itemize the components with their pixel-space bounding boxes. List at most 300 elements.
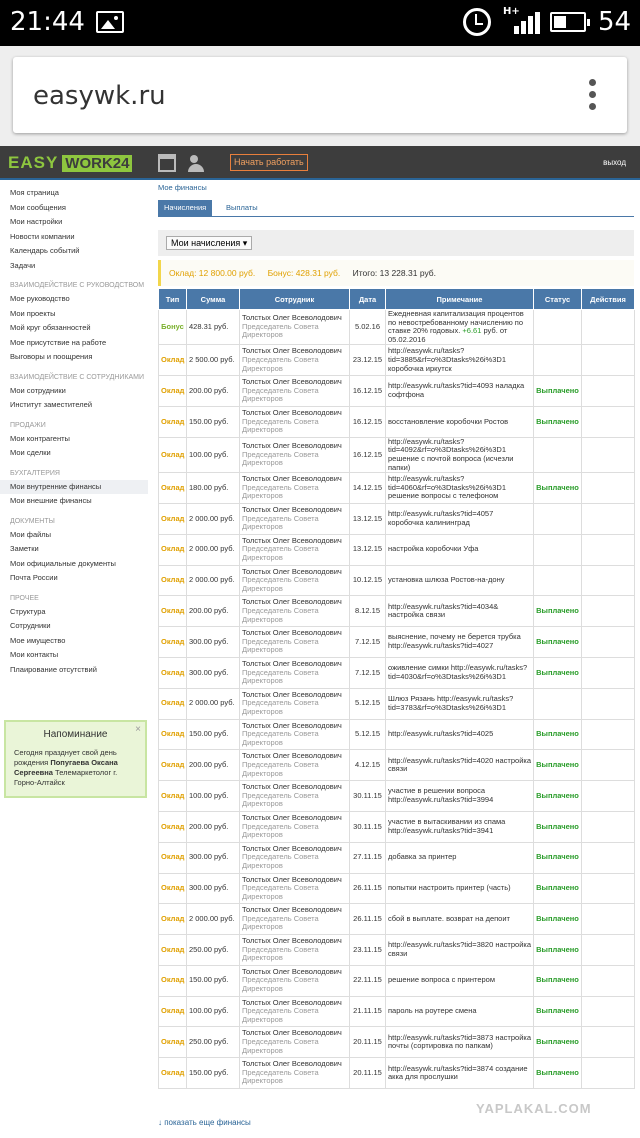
sidebar-item[interactable]: Новости компании [10, 231, 75, 241]
table-row [159, 596, 635, 627]
row-status: Выплачено [534, 627, 582, 658]
site-header [0, 146, 640, 180]
row-date: 16.12.15 [350, 376, 386, 407]
employee-role: Председатель Совета Директоров [242, 544, 319, 562]
row-date: 5.12.15 [350, 719, 386, 750]
employee-role: Председатель Совета Директоров [242, 1006, 319, 1024]
sidebar-item[interactable]: Заметки [10, 544, 39, 553]
row-actions [582, 1027, 635, 1058]
employee-role: Председатель Совета Директоров [242, 513, 319, 532]
sidebar-item[interactable]: Мои настройки [10, 217, 63, 226]
logo[interactable] [8, 153, 132, 173]
reminder-text: Сегодня празднует свой день рождения Попугаева Оксана Сергеевна Телемаркетолог г. Горно-Алтайск [14, 748, 118, 787]
sidebar-item[interactable]: Выговоры и поощрения [10, 352, 93, 361]
row-actions [582, 473, 635, 504]
employee-role: Председатель Совета Директоров [242, 883, 319, 901]
employee-role: Председатель Совета Директоров [242, 667, 319, 686]
row-date: 5.12.15 [350, 688, 386, 719]
row-employee [240, 904, 350, 935]
row-actions [582, 596, 635, 627]
row-note: выяснение, почему не берется трубка http://easywk.ru/tasks?tid=4027 [386, 627, 534, 658]
logo-easy: EASY [8, 153, 59, 172]
row-employee [240, 935, 350, 966]
sidebar-item[interactable]: Мой круг обязанностей [10, 323, 91, 332]
row-sum: 150.00 руб. [187, 1058, 240, 1089]
sidebar-item[interactable]: Мои контрагенты [10, 433, 70, 443]
sidebar-item[interactable]: Мое руководство [10, 294, 70, 303]
filter-bar [158, 230, 634, 256]
sidebar-item[interactable]: Мои проекты [10, 308, 56, 318]
reminder-person[interactable]: Попугаева Оксана Сергеевна [14, 758, 118, 777]
row-status: Выплачено [534, 473, 582, 504]
signal-icon [506, 12, 536, 34]
sidebar-item[interactable]: Мои сотрудники [10, 385, 66, 395]
row-employee [240, 965, 350, 996]
employee-name[interactable]: Толстых Олег Всеволодович [242, 966, 342, 976]
sidebar-item[interactable]: Мои сообщения [10, 202, 66, 212]
col-note[interactable]: Примечание [386, 289, 534, 310]
row-status: Выплачено [534, 781, 582, 812]
employee-role: Председатель Совета Директоров [242, 482, 319, 501]
sidebar-item[interactable]: Плаирование отсутствий [10, 664, 97, 674]
col-date[interactable]: Дата [350, 289, 386, 310]
row-status: Выплачено [534, 904, 582, 935]
employee-role: Председатель Совета Директоров [242, 913, 319, 932]
sidebar-item[interactable]: Мои сделки [10, 448, 51, 457]
row-employee [240, 473, 350, 504]
table-row [159, 310, 635, 345]
row-status: Выплачено [534, 873, 582, 904]
col-type[interactable]: Тип [159, 289, 187, 310]
employee-role: Председатель Совета Директоров [242, 385, 319, 404]
row-sum: 300.00 руб. [187, 873, 240, 904]
row-status: Выплачено [534, 842, 582, 873]
table-row [159, 935, 635, 966]
employee-name[interactable]: Толстых Олег Всеволодович [242, 1028, 342, 1038]
employee-name[interactable]: Толстых Олег Всеволодович [242, 628, 342, 638]
sidebar-item[interactable]: Мое имущество [10, 635, 66, 645]
row-sum: 300.00 руб. [187, 627, 240, 658]
row-date: 23.12.15 [350, 345, 386, 376]
row-status: Выплачено [534, 811, 582, 842]
row-sum: 2 000.00 руб. [187, 565, 240, 596]
employee-name[interactable]: Толстых Олег Всеволодович [242, 1059, 342, 1069]
sidebar-item[interactable]: Мои внутренние финансы [0, 480, 148, 495]
row-note: Ежедневная капитализация процентов по невостребованному начислению по ставке 20% годовых. +6.61 руб. от 05.02.2016 [386, 310, 534, 345]
sidebar [0, 182, 148, 677]
breadcrumb[interactable]: Мое финансы [158, 183, 207, 192]
row-note: http://easywk.ru/tasks?tid=4034& настройка связи [386, 596, 534, 627]
row-note: восстановление коробочки Ростов [386, 406, 534, 437]
row-sum: 100.00 руб. [187, 781, 240, 812]
employee-name[interactable]: Толстых Олег Всеволодович [242, 566, 342, 576]
row-type: Оклад [159, 688, 187, 719]
row-note: http://easywk.ru/tasks?tid=3873 настройка почты (сортировка по папкам) [386, 1027, 534, 1058]
col-status[interactable]: Статус [534, 289, 582, 310]
row-employee [240, 534, 350, 565]
sidebar-section-title: БУХГАЛТЕРИЯ [10, 469, 60, 477]
employee-name[interactable]: Толстых Олег Всеволодович [242, 597, 342, 607]
employee-name[interactable]: Толстых Олег Всеволодович [242, 997, 342, 1007]
employee-name[interactable]: Толстых Олег Всеволодович [242, 441, 342, 451]
row-actions [582, 719, 635, 750]
row-type: Оклад [159, 503, 187, 534]
sidebar-section-title: ВЗАИМОДЕЙСТВИЕ С РУКОВОДСТВОМ [10, 282, 145, 289]
battery-level: 54 [598, 7, 632, 37]
users-icon[interactable] [188, 154, 206, 172]
table-row [159, 996, 635, 1027]
row-employee [240, 310, 350, 345]
row-note: http://easywk.ru/tasks?tid=3885&rf=o%3Dtasks%26i%3D1 коробочка иркутск [386, 345, 534, 376]
row-date: 23.11.15 [350, 935, 386, 966]
row-employee [240, 996, 350, 1027]
sidebar-item[interactable]: Мое присутствие на работе [10, 337, 107, 347]
row-type: Оклад [159, 750, 187, 781]
row-type: Бонус [159, 310, 187, 345]
employee-role: Председатель Совета Директоров [242, 790, 319, 809]
employee-role: Председатель Совета Директоров [242, 605, 319, 624]
row-date: 27.11.15 [350, 842, 386, 873]
row-actions [582, 935, 635, 966]
row-actions [582, 345, 635, 376]
row-status [534, 565, 582, 596]
row-sum: 100.00 руб. [187, 437, 240, 472]
table-row [159, 627, 635, 658]
row-actions [582, 565, 635, 596]
row-type: Оклад [159, 534, 187, 565]
row-type: Оклад [159, 657, 187, 688]
row-sum: 300.00 руб. [187, 657, 240, 688]
row-sum: 200.00 руб. [187, 750, 240, 781]
sidebar-section-title: ДОКУМЕНТЫ [10, 517, 55, 525]
col-actions[interactable]: Действия [582, 289, 635, 310]
close-icon[interactable]: × [135, 724, 141, 735]
row-status [534, 688, 582, 719]
browser-toolbar [0, 46, 640, 146]
employee-name[interactable]: Толстых Олег Всеволодович [242, 843, 342, 853]
logout-link[interactable]: выход [603, 158, 626, 167]
row-type: Оклад [159, 345, 187, 376]
table-row [159, 473, 635, 504]
employee-role: Председатель Совета Директоров [242, 698, 319, 716]
row-date: 26.11.15 [350, 873, 386, 904]
row-note: http://easywk.ru/tasks?tid=4025 [386, 719, 534, 750]
row-status [534, 437, 582, 472]
sidebar-section-title: ВЗАИМОДЕЙСТВИЕ С СОТРУДНИКАМИ [10, 373, 145, 381]
employee-name[interactable]: Толстых Олег Всеволодович [242, 377, 342, 387]
employee-name[interactable]: Толстых Олег Всеволодович [242, 936, 342, 946]
row-employee [240, 345, 350, 376]
row-note: попытки настроить принтер (часть) [386, 873, 534, 904]
row-sum: 100.00 руб. [187, 996, 240, 1027]
employee-name[interactable]: Толстых Олег Всеволодович [242, 782, 342, 792]
sidebar-item[interactable]: Структура [10, 606, 46, 616]
employee-role: Председатель Совета Директоров [242, 821, 319, 840]
row-actions [582, 965, 635, 996]
calendar-icon[interactable] [158, 154, 176, 172]
row-type: Оклад [159, 719, 187, 750]
row-employee [240, 750, 350, 781]
row-actions [582, 996, 635, 1027]
employee-role: Председатель Совета Директоров [242, 852, 319, 870]
row-sum: 2 000.00 руб. [187, 503, 240, 534]
row-type: Оклад [159, 473, 187, 504]
tab-payouts[interactable]: Выплаты [226, 203, 258, 212]
image-notification-icon [96, 11, 124, 33]
row-type: Оклад [159, 406, 187, 437]
sidebar-item[interactable]: Мои файлы [10, 529, 52, 539]
watermark: YAPLAKAL.COM [476, 1101, 592, 1116]
table-row [159, 873, 635, 904]
address-bar[interactable] [13, 57, 627, 133]
row-status: Выплачено [534, 1027, 582, 1058]
row-type: Оклад [159, 1058, 187, 1089]
employee-name[interactable]: Толстых Олег Всеволодович [242, 407, 342, 417]
row-date: 21.11.15 [350, 996, 386, 1027]
row-sum: 150.00 руб. [187, 406, 240, 437]
row-note: решение вопроса с принтером [386, 965, 534, 996]
row-note: http://easywk.ru/tasks?tid=4020 настройка связи [386, 750, 534, 781]
android-status-bar [0, 0, 640, 46]
row-sum: 300.00 руб. [187, 842, 240, 873]
row-sum: 200.00 руб. [187, 376, 240, 407]
row-date: 8.12.15 [350, 596, 386, 627]
row-note: http://easywk.ru/tasks?tid=3820 настройка связи [386, 935, 534, 966]
row-type: Оклад [159, 781, 187, 812]
table-row [159, 1058, 635, 1089]
table-row [159, 503, 635, 534]
sidebar-item[interactable]: Мои контакты [10, 650, 59, 659]
row-status: Выплачено [534, 596, 582, 627]
sidebar-item[interactable]: Мои внешние финансы [10, 496, 92, 505]
sidebar-item[interactable]: Моя страница [10, 188, 59, 197]
row-status [534, 534, 582, 565]
url-text[interactable]: easywk.ru [33, 81, 166, 111]
row-actions [582, 437, 635, 472]
battery-icon [550, 12, 586, 32]
row-actions [582, 376, 635, 407]
row-date: 10.12.15 [350, 565, 386, 596]
clock: 21:44 [10, 7, 85, 37]
row-note: добавка за принтер [386, 842, 534, 873]
row-employee [240, 873, 350, 904]
totals-bar [158, 260, 634, 286]
row-employee [240, 565, 350, 596]
row-note: пароль на роутере смена [386, 996, 534, 1027]
bonus-total: Бонус: 428.31 руб. [267, 268, 341, 278]
row-employee [240, 719, 350, 750]
row-employee [240, 627, 350, 658]
row-actions [582, 750, 635, 781]
row-date: 30.11.15 [350, 811, 386, 842]
employee-name[interactable]: Толстых Олег Всеволодович [242, 874, 342, 884]
row-date: 20.11.15 [350, 1058, 386, 1089]
employee-role: Председатель Совета Директоров [242, 636, 319, 655]
row-date: 7.12.15 [350, 627, 386, 658]
sidebar-item[interactable]: Задачи [10, 260, 36, 270]
row-actions [582, 503, 635, 534]
row-status: Выплачено [534, 657, 582, 688]
row-type: Оклад [159, 996, 187, 1027]
employee-name[interactable]: Толстых Олег Всеволодович [242, 535, 342, 545]
row-employee [240, 657, 350, 688]
row-employee [240, 406, 350, 437]
row-sum: 200.00 руб. [187, 596, 240, 627]
finance-table [158, 288, 635, 1089]
sidebar-item[interactable]: Институт заместителей [10, 400, 93, 409]
row-note: участие в вытаскивании из спама http://easywk.ru/tasks?tid=3941 [386, 811, 534, 842]
employee-name[interactable]: Толстых Олег Всеволодович [242, 720, 342, 730]
row-note: http://easywk.ru/tasks?tid=4092&rf=o%3Dtasks%26i%3D1 решение с почтой вопроса (исчезли папки) [386, 437, 534, 472]
employee-role: Председатель Совета Директоров [242, 1067, 319, 1086]
row-date: 7.12.15 [350, 657, 386, 688]
row-status: Выплачено [534, 750, 582, 781]
row-note: http://easywk.ru/tasks?tid=3874 создание акка для прослушки [386, 1058, 534, 1089]
employee-role: Председатель Совета Директоров [242, 944, 319, 963]
row-actions [582, 781, 635, 812]
row-type: Оклад [159, 904, 187, 935]
row-status: Выплачено [534, 406, 582, 437]
table-row [159, 811, 635, 842]
table-row [159, 406, 635, 437]
row-actions [582, 534, 635, 565]
employee-name[interactable]: Толстых Олег Всеволодович [242, 504, 342, 514]
sidebar-section-title: ПРОЧЕЕ [10, 594, 39, 602]
table-row [159, 565, 635, 596]
sidebar-item[interactable]: Мои официальные документы [10, 558, 116, 568]
row-note: установка шлюза Ростов-на-дону [386, 565, 534, 596]
employee-role: Председатель Совета Директоров [242, 975, 319, 994]
row-date: 4.12.15 [350, 750, 386, 781]
employee-role: Председатель Совета Директоров [242, 321, 319, 340]
employee-name[interactable]: Толстых Олег Всеволодович [242, 474, 342, 484]
row-status [534, 503, 582, 534]
accruals-filter-select[interactable]: Мои начисления ▾ [166, 236, 252, 250]
employee-role: Председатель Совета Директоров [242, 759, 319, 778]
row-date: 14.12.15 [350, 473, 386, 504]
start-work-button[interactable]: Начать работать [230, 154, 308, 171]
row-status [534, 345, 582, 376]
row-type: Оклад [159, 965, 187, 996]
row-employee [240, 781, 350, 812]
employee-role: Председатель Совета Директоров [242, 729, 319, 747]
row-date: 13.12.15 [350, 534, 386, 565]
col-employee[interactable]: Сотрудник [240, 289, 350, 310]
row-employee [240, 376, 350, 407]
col-sum[interactable]: Сумма [187, 289, 240, 310]
row-employee [240, 842, 350, 873]
row-status: Выплачено [534, 376, 582, 407]
table-row [159, 750, 635, 781]
row-sum: 428.31 руб. [187, 310, 240, 345]
row-status: Выплачено [534, 1058, 582, 1089]
row-sum: 200.00 руб. [187, 811, 240, 842]
row-date: 26.11.15 [350, 904, 386, 935]
row-type: Оклад [159, 565, 187, 596]
row-employee [240, 1058, 350, 1089]
row-employee [240, 503, 350, 534]
overflow-menu-icon[interactable] [589, 79, 597, 113]
employee-name[interactable]: Толстых Олег Всеволодович [242, 689, 342, 699]
row-sum: 2 500.00 руб. [187, 345, 240, 376]
table-row [159, 534, 635, 565]
tab-divider [158, 216, 634, 217]
tab-accruals[interactable]: Начисления [158, 200, 212, 216]
employee-name[interactable]: Толстых Олег Всеволодович [242, 658, 342, 668]
sidebar-item[interactable]: Календарь событий [10, 246, 80, 255]
row-employee [240, 1027, 350, 1058]
employee-name[interactable]: Толстых Олег Всеволодович [242, 905, 342, 915]
row-actions [582, 406, 635, 437]
employee-role: Председатель Совета Директоров [242, 575, 319, 593]
show-more-link[interactable]: ↓ показать еще финансы [158, 1118, 251, 1127]
row-note: Шлюз Рязань http://easywk.ru/tasks?tid=3783&rf=o%3Dtasks%26i%3D1 [386, 688, 534, 719]
row-actions [582, 1058, 635, 1089]
row-sum: 180.00 руб. [187, 473, 240, 504]
employee-name[interactable]: Толстых Олег Всеволодович [242, 313, 342, 323]
row-date: 20.11.15 [350, 1027, 386, 1058]
employee-role: Председатель Совета Директоров [242, 1037, 319, 1055]
row-note: сбой в выплате. возврат на депоит [386, 904, 534, 935]
sidebar-item[interactable]: Сотрудники [10, 621, 51, 630]
row-note: участие в решении вопроса http://easywk.ru/tasks?tid=3994 [386, 781, 534, 812]
table-row [159, 965, 635, 996]
row-note: http://easywk.ru/tasks?tid=4093 наладка софтфона [386, 376, 534, 407]
network-type: H+ [503, 6, 520, 17]
table-row [159, 904, 635, 935]
row-actions [582, 627, 635, 658]
sidebar-item[interactable]: Почта России [10, 573, 58, 582]
row-actions [582, 310, 635, 345]
row-type: Оклад [159, 437, 187, 472]
row-date: 16.12.15 [350, 406, 386, 437]
row-status: Выплачено [534, 996, 582, 1027]
table-row [159, 657, 635, 688]
table-row [159, 437, 635, 472]
employee-name[interactable]: Толстых Олег Всеволодович [242, 346, 342, 356]
table-row [159, 781, 635, 812]
employee-role: Председатель Совета Директоров [242, 416, 319, 435]
employee-name[interactable]: Толстых Олег Всеволодович [242, 751, 342, 761]
row-sum: 250.00 руб. [187, 1027, 240, 1058]
row-type: Оклад [159, 627, 187, 658]
row-actions [582, 811, 635, 842]
row-date: 13.12.15 [350, 503, 386, 534]
table-row [159, 1027, 635, 1058]
employee-role: Председатель Совета Директоров [242, 449, 319, 468]
table-row [159, 719, 635, 750]
row-status: Выплачено [534, 935, 582, 966]
row-sum: 2 000.00 руб. [187, 904, 240, 935]
row-status: Выплачено [534, 719, 582, 750]
row-type: Оклад [159, 376, 187, 407]
row-employee [240, 437, 350, 472]
row-actions [582, 904, 635, 935]
row-note: оживление симки http://easywk.ru/tasks?tid=4030&rf=o%3Dtasks%26i%3D1 [386, 657, 534, 688]
row-employee [240, 811, 350, 842]
row-sum: 150.00 руб. [187, 965, 240, 996]
note-plus: +6.61 [462, 326, 482, 336]
row-note: http://easywk.ru/tasks?tid=4057 коробочка калининград [386, 503, 534, 534]
employee-name[interactable]: Толстых Олег Всеволодович [242, 812, 342, 822]
table-row [159, 376, 635, 407]
row-employee [240, 688, 350, 719]
table-header [159, 289, 635, 310]
row-sum: 2 000.00 руб. [187, 688, 240, 719]
row-type: Оклад [159, 1027, 187, 1058]
table-row [159, 842, 635, 873]
row-note: http://easywk.ru/tasks?tid=4060&rf=o%3Dtasks%26i%3D1 решение вопросы с телефоном [386, 473, 534, 504]
